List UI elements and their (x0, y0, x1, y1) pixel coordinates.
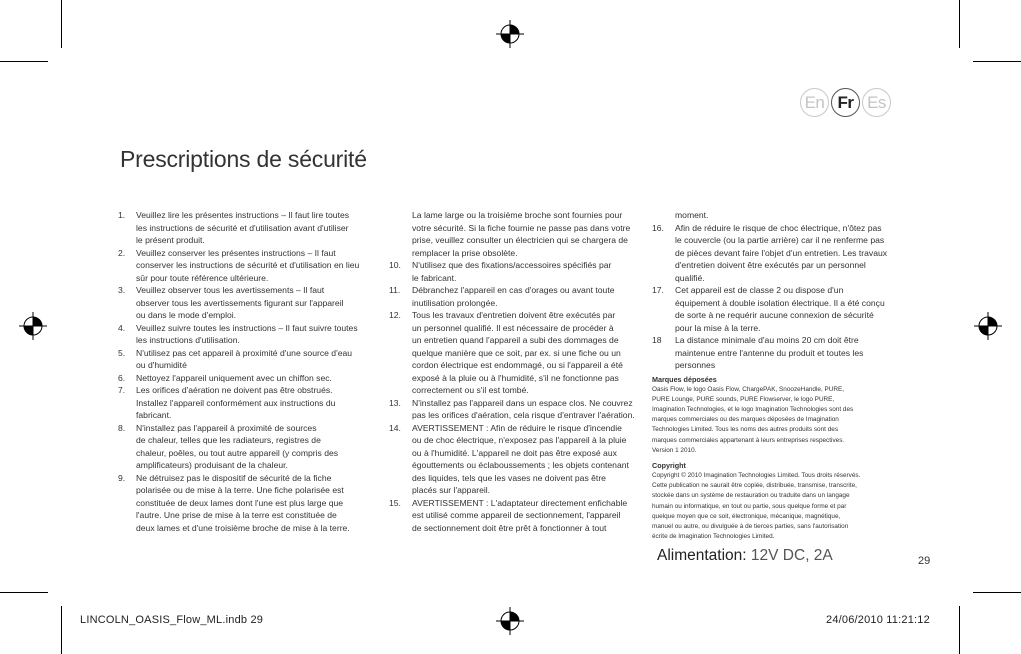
list-item-line: Installez l'appareil conformément aux instructions du (136, 397, 336, 408)
list-item-text (136, 472, 388, 535)
list-item-line: Tous les travaux d'entretien doivent être exécutés par (412, 310, 616, 320)
list-item-number: 9. (118, 472, 126, 483)
footer-filename: LINCOLN_OASIS_Flow_ML.indb 29 (80, 614, 264, 626)
list-item-line: de sectionnement doit être prêt à fonctionner à tout (412, 522, 607, 533)
copyright-heading: Copyright (652, 460, 686, 470)
list-item-line: pour la mise à la terre. (675, 322, 761, 333)
list-item-number: 18 (652, 335, 662, 345)
safety-column-3 (652, 209, 906, 542)
list-item-line: polarisée ou de mise à la terre. Une fiche polarisée est (136, 485, 344, 495)
list-item (118, 372, 388, 385)
list-item-number: 7. (118, 385, 126, 395)
list-item-line: sûr pour toute référence ultérieure. (136, 272, 269, 283)
power-spec (657, 547, 833, 565)
registration-mark-icon (496, 20, 524, 48)
list-item-line: inutilisation prolongée. (412, 297, 498, 308)
list-item-number: 13. (389, 397, 401, 408)
safety-column-1 (118, 209, 388, 534)
list-item-line: cordon électrique est endommagé, ou si l'appareil a été (412, 360, 623, 370)
power-label: Alimentation: (657, 547, 747, 564)
list-item-text (675, 284, 906, 334)
crop-mark (959, 0, 960, 48)
copyright-text (652, 471, 906, 542)
footer-timestamp: 24/06/2010 11:21:12 (826, 614, 930, 626)
list-item (118, 284, 388, 322)
list-item-number: 5. (118, 347, 126, 358)
language-option-en[interactable]: En (800, 88, 829, 117)
list-item-line: correctement ou s'il est tombé. (412, 385, 529, 395)
list-item (389, 497, 647, 535)
list-item-line: conserver les instructions de sécurité et d'utilisation en lieu (136, 260, 360, 270)
list-item-number: 10. (389, 260, 401, 270)
continued-text-line: prise, veuillez consulter un électricien qui se chargera de (412, 235, 628, 245)
list-item-text (412, 497, 647, 535)
list-item (118, 347, 388, 372)
list-item-line: constituée de deux lames dont l'une est plus large que (136, 497, 344, 508)
list-item-line: amplificateurs) produisant de la chaleur. (136, 460, 288, 470)
language-selector (800, 88, 891, 117)
list-item-line: observer tous les avertissements figurant sur l'appareil (136, 297, 344, 308)
list-item-text (136, 422, 388, 472)
list-item-line: un personnel qualifié. Il est nécessaire de procéder à (412, 322, 614, 333)
list-item (389, 259, 647, 284)
notes-line: manuel ou autre, ou divulguée à de tierces parties, sans l'autorisation (652, 522, 849, 530)
notes-line: Technologies Limited. Tous les noms des autres produits sont des (652, 426, 839, 434)
list-item-line: placés sur l'appareil. (412, 485, 491, 495)
list-item-line: un entretien quand l'appareil a subi des dommages de (412, 335, 619, 345)
notes-line: marques commerciales ou des marques déposées de Imagination (652, 416, 839, 424)
list-item-number: 8. (118, 422, 126, 433)
list-item (118, 384, 388, 422)
list-item (652, 222, 906, 285)
list-item-number: 2. (118, 247, 126, 258)
language-option-fr[interactable]: Fr (831, 88, 860, 117)
notes-line: stockée dans un système de restauration ou traduite dans un langage (652, 492, 850, 500)
list-item-line: N'utilisez que des fixations/accessoires spécifiés par (412, 260, 612, 270)
list-item-line: Veuillez suivre toutes les instructions – Il faut suivre toutes (136, 322, 358, 333)
list-item (389, 309, 647, 397)
crop-mark (973, 592, 1021, 593)
power-value: 12V DC, 2A (750, 547, 833, 564)
list-item-line: Veuillez conserver les présentes instructions – Il faut (136, 247, 336, 258)
list-item-line: Les orifices d'aération ne doivent pas être obstrués. (136, 385, 333, 395)
crop-mark (0, 592, 48, 593)
list-item-line: pas les orifices d'aération, cela risque d'entraver l'aération. (412, 410, 635, 420)
list-item-text (136, 209, 388, 247)
list-item-line: AVERTISSEMENT : Afin de réduire le risque d'incendie (412, 422, 622, 433)
list-item-number: 11. (389, 285, 401, 295)
notes-line: Imagination Technologies, et le logo Imagination Technologies sont des (652, 405, 854, 413)
list-item-line: ou dans le mode d'emploi. (136, 310, 237, 320)
list-item (118, 209, 388, 247)
list-item-line: Veuillez observer tous les avertissements – Il faut (136, 285, 325, 295)
registration-mark-icon (496, 607, 524, 635)
list-item-line: les instructions de sécurité et d'utilisation avant d'utiliser (136, 222, 349, 233)
list-item-line: exposé à la pluie ou à l'humidité, s'il ne fonctionne pas (412, 372, 619, 383)
list-item-text (136, 247, 388, 285)
list-item-text (136, 384, 388, 422)
list-item-text (136, 372, 388, 385)
list-item-number: 4. (118, 322, 126, 333)
list-item-line: AVERTISSEMENT : L'adaptateur directement enfichable (412, 497, 628, 508)
list-item-line: ou d'humidité (136, 360, 187, 370)
continued-text-line: La lame large ou la troisième broche sont fournies pour (412, 210, 623, 220)
language-option-es[interactable]: Es (862, 88, 891, 117)
list-item-line: Nettoyez l'appareil uniquement avec un chiffon sec. (136, 372, 332, 383)
notes-line: humain ou informatique, en tout ou partie, sous quelque forme et par (652, 502, 847, 510)
notes-line: Oasis Flow, le logo Oasis Flow, ChargePAK, SnoozeHandle, PURE, (652, 385, 845, 393)
list-item-line: les instructions d'utilisation. (136, 335, 240, 345)
registration-mark-icon (974, 312, 1002, 340)
notes-line: Version 1 2010. (652, 446, 697, 454)
list-item-number: 12. (389, 310, 401, 320)
list-item (389, 284, 647, 309)
list-item-line: des liquides, tels que les vases ne doivent pas être (412, 472, 606, 483)
list-item-line: qualifié. (675, 272, 705, 283)
crop-mark (959, 606, 960, 654)
registration-mark-icon (19, 312, 47, 340)
list-item (389, 422, 647, 497)
list-item-line: quelque manière que ce soit, par ex. si une fiche ou un (412, 347, 621, 358)
list-item-line: de pièces devant faire l'objet d'un entretien. Les travaux (675, 247, 888, 258)
list-item-line: Cet appareil est de classe 2 ou dispose d'un (675, 285, 844, 295)
list-item-line: Débranchez l'appareil en cas d'orages ou avant toute (412, 285, 615, 295)
list-item (652, 334, 906, 372)
list-item-text (412, 284, 647, 309)
crop-mark (61, 0, 62, 48)
list-item-text (412, 422, 647, 497)
list-item-text (136, 322, 388, 347)
list-item (652, 284, 906, 334)
list-item-text (412, 309, 647, 397)
list-item-number: 6. (118, 372, 126, 383)
notes-line: écrite de Imagination Technologies Limited. (652, 533, 775, 541)
list-item-line: personnes (675, 360, 716, 370)
notes-line: PURE Lounge, PURE sounds, PURE Flowserver, le logo PURE, (652, 395, 835, 403)
list-item-line: de sorte à ne requérir aucune connexion de sécurité (675, 310, 874, 320)
list-item-line: maintenue entre l'antenne du produit et toutes les (675, 347, 864, 358)
list-item (118, 247, 388, 285)
list-item-line: équipement à double isolation électrique. Il a été conçu (675, 297, 885, 308)
notes-line: Cette publication ne saurait être copiée, distribuée, transmise, transcrite, (652, 482, 857, 490)
list-item-number: 15. (389, 497, 401, 508)
list-item (389, 397, 647, 422)
list-item-text (675, 222, 906, 285)
list-item-line: l'autre. Une prise de mise à la terre est constituée de (136, 510, 337, 520)
list-item-line: La distance minimale d'au moins 20 cm doit être (675, 335, 859, 345)
list-item-line: de chaleur, telles que les radiateurs, registres de (136, 435, 321, 445)
list-item-line: N'installez pas l'appareil à proximité de sources (136, 422, 317, 433)
list-item-number: 16. (652, 222, 664, 233)
list-item-line: le fabricant. (412, 272, 457, 283)
list-item (118, 422, 388, 472)
list-item-line: Afin de réduire le risque de choc électrique, n'ôtez pas (675, 222, 882, 233)
list-item-text (675, 334, 906, 372)
list-item-number: 17. (652, 285, 664, 295)
crop-mark (61, 606, 62, 654)
continued-text-line: moment. (675, 210, 709, 220)
list-item-line: fabricant. (136, 410, 172, 420)
list-item (118, 322, 388, 347)
page-number: 29 (918, 555, 931, 567)
safety-column-2 (389, 209, 647, 534)
list-item-line: est utilisé comme appareil de sectionnement, l'appareil (412, 510, 621, 520)
crop-mark (973, 61, 1021, 62)
list-item-line: N'utilisez pas cet appareil à proximité d'une source d'eau (136, 347, 353, 358)
list-item-text (136, 347, 388, 372)
trademarks-heading: Marques déposées (652, 374, 717, 384)
list-item (118, 472, 388, 535)
crop-mark (0, 61, 48, 62)
list-item-number: 14. (389, 422, 401, 433)
list-item-line: deux lames et d'une troisième broche de mise à la terre. (136, 522, 350, 533)
list-item-line: d'entretien doivent être exécutés par un personnel (675, 260, 866, 270)
list-item-number: 1. (118, 210, 126, 220)
list-item-text (136, 284, 388, 322)
list-item-line: Veuillez lire les présentes instructions – Il faut lire toutes (136, 210, 350, 220)
continued-text-line: votre sécurité. Si la fiche fournie ne passe pas dans votre (412, 222, 631, 233)
notes-line: marques commerciales appartenant à leurs entreprises respectives. (652, 436, 845, 444)
notes-line: quelque moyen que ce soit, électronique, mécanique, magnétique, (652, 512, 841, 520)
list-item-line: le présent produit. (136, 235, 205, 245)
list-item-line: chaleur, poêles, ou tout autre appareil (y compris des (136, 447, 339, 458)
list-item-line: Ne détruisez pas le dispositif de sécurité de la fiche (136, 472, 332, 483)
list-item-line: N'installez pas l'appareil dans un espace clos. Ne couvrez (412, 397, 633, 408)
list-item-line: le couvercle (ou la partie arrière) car il ne renferme pas (675, 235, 885, 245)
list-item-number: 3. (118, 285, 126, 295)
list-item-text (412, 397, 647, 422)
trademarks-text (652, 385, 906, 456)
page-title: Prescriptions de sécurité (120, 146, 367, 172)
list-item-text (412, 259, 647, 284)
continued-text-line: remplacer la prise obsolète. (412, 247, 518, 258)
list-item-line: égouttements ou éclaboussements ; les objets contenant (412, 460, 629, 470)
list-item-line: ou à l'humidité. L'appareil ne doit pas être exposé aux (412, 447, 617, 458)
notes-line: Copyright © 2010 Imagination Technologies Limited. Tous droits réservés. (652, 471, 861, 479)
list-item-line: ou de choc électrique, n'exposez pas l'appareil à la pluie (412, 435, 627, 445)
